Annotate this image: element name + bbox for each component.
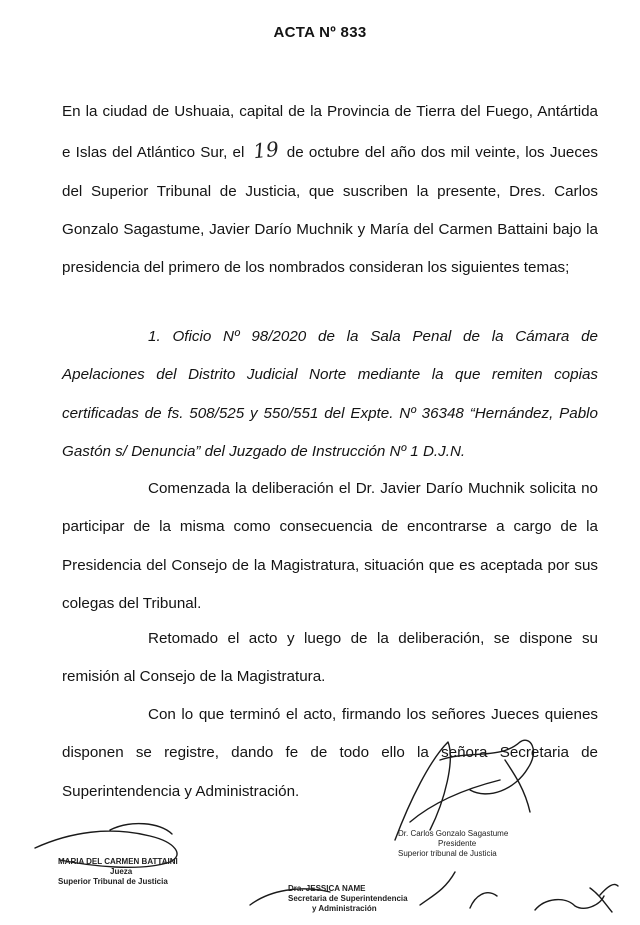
sagastume-stamp-role: Presidente — [438, 839, 477, 848]
secretaria-signature — [420, 872, 497, 908]
secretaria-stamp-name: Dra. JESSICA NAME — [288, 884, 366, 893]
sagastume-stamp-name: Dr. Carlos Gonzalo Sagastume — [398, 829, 509, 838]
secretaria-stamp — [288, 884, 408, 914]
battaini-stamp-court: Superior Tribunal de Justicia — [58, 877, 168, 886]
battaini-stamp — [58, 857, 178, 887]
agenda-item-1: 1. Oficio Nº 98/2020 de la Sala Penal de la Cámara de Apelaciones del Distrito Judicial Norte mediante la que remiten copias certificadas de fs. 508/525 y 550/551 del Expte. Nº 36348 “Hernández, Pablo Gastón s/ Denuncia” del Juzgado de Instrucción Nº 1 D.J.N. — [62, 328, 598, 460]
deliberation-paragraph: Comenzada la deliberación el Dr. Javier Darío Muchnik solicita no participar de la misma como consecuencia de encontrarse a cargo de la Presidencia del Consejo de la Magistratura, situación que es aceptada por sus colegas del Tribunal. — [62, 480, 598, 612]
bottom-right-initials — [535, 884, 618, 912]
secretaria-stamp-dept: y Administración — [312, 904, 377, 913]
secretaria-stamp-role: Secretaria de Superintendencia — [288, 894, 408, 903]
intro-text-before-day: En la ciudad de Ushuaia, capital de la Provincia de Tierra del Fuego, Antártida e Islas del Atlántico Sur, el — [62, 103, 598, 162]
sagastume-stamp-court: Superior tribunal de Justicia — [398, 849, 497, 858]
handwritten-day: 19 — [251, 137, 280, 164]
battaini-stamp-name: MARIA DEL CARMEN BATTAINI — [58, 857, 178, 866]
sagastume-stamp — [398, 829, 508, 859]
intro-paragraph — [62, 93, 598, 287]
resume-paragraph: Retomado el acto y luego de la deliberación, se dispone su remisión al Consejo de la Magistratura. — [62, 630, 598, 686]
closing-paragraph: Con lo que terminó el acto, firmando los señores Jueces quienes disponen se registre, dando fe de todo ello la señora Secretaria de Superintendencia y Administración. — [62, 706, 598, 800]
intro-text-after-day: de octubre del año dos mil veinte, los Jueces del Superior Tribunal de Justicia, que suscriben la presente, Dres. Carlos Gonzalo Sagastume, Javier Darío Muchnik y María del Carmen Battaini bajo la presidencia del primero de los nombrados consideran los siguientes temas; — [62, 144, 598, 277]
battaini-stamp-role: Jueza — [110, 867, 133, 876]
document-title: ACTA Nº 833 — [273, 24, 367, 41]
